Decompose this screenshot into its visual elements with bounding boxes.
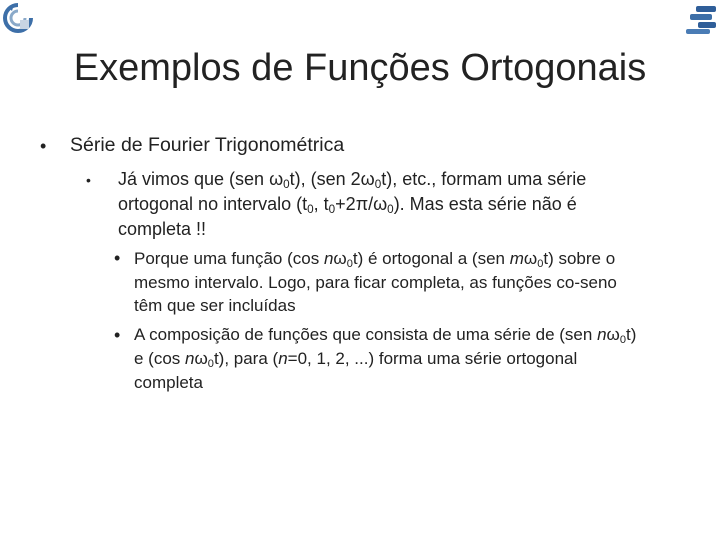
level3a-line2: mesmo intervalo. Logo, para ficar completa, as funções co-seno bbox=[134, 273, 617, 292]
level3b-line3: completa bbox=[134, 373, 203, 392]
slide-title: Exemplos de Funções Ortogonais bbox=[73, 47, 647, 89]
bullet-level3-b: • bbox=[114, 325, 121, 345]
level3b-line2: e (cos $n\omega_0t$), para (n=0, 1, 2, ...) forma uma série ortogonal bbox=[134, 349, 578, 370]
level2-line1: Já vimos que (sen $\omega_0t$), (sen $2\omega_0t$), etc., formam uma série bbox=[118, 169, 587, 191]
bullet-level2: • bbox=[86, 172, 91, 188]
bullet-level1-text: Série de Fourier Trigonométrica bbox=[70, 134, 345, 156]
bullet-level1: • bbox=[40, 136, 47, 156]
bullet-level3-a: • bbox=[114, 248, 121, 268]
level3a-line3: têm que ser incluídas bbox=[134, 296, 296, 315]
level2-line3: completa !! bbox=[118, 219, 207, 239]
level2-line2: ortogonal no intervalo ($t_0$, $t_0+2\pi/\omega_0$). Mas esta série não é bbox=[118, 194, 577, 216]
level3a-line1: Porque uma função (cos $n\omega_0t$) é ortogonal a (sen $m\omega_0t$) sobre o bbox=[134, 249, 616, 270]
level3b-line1: A composição de funções que consista de uma série de (sen $n\omega_0t$) bbox=[134, 325, 637, 346]
